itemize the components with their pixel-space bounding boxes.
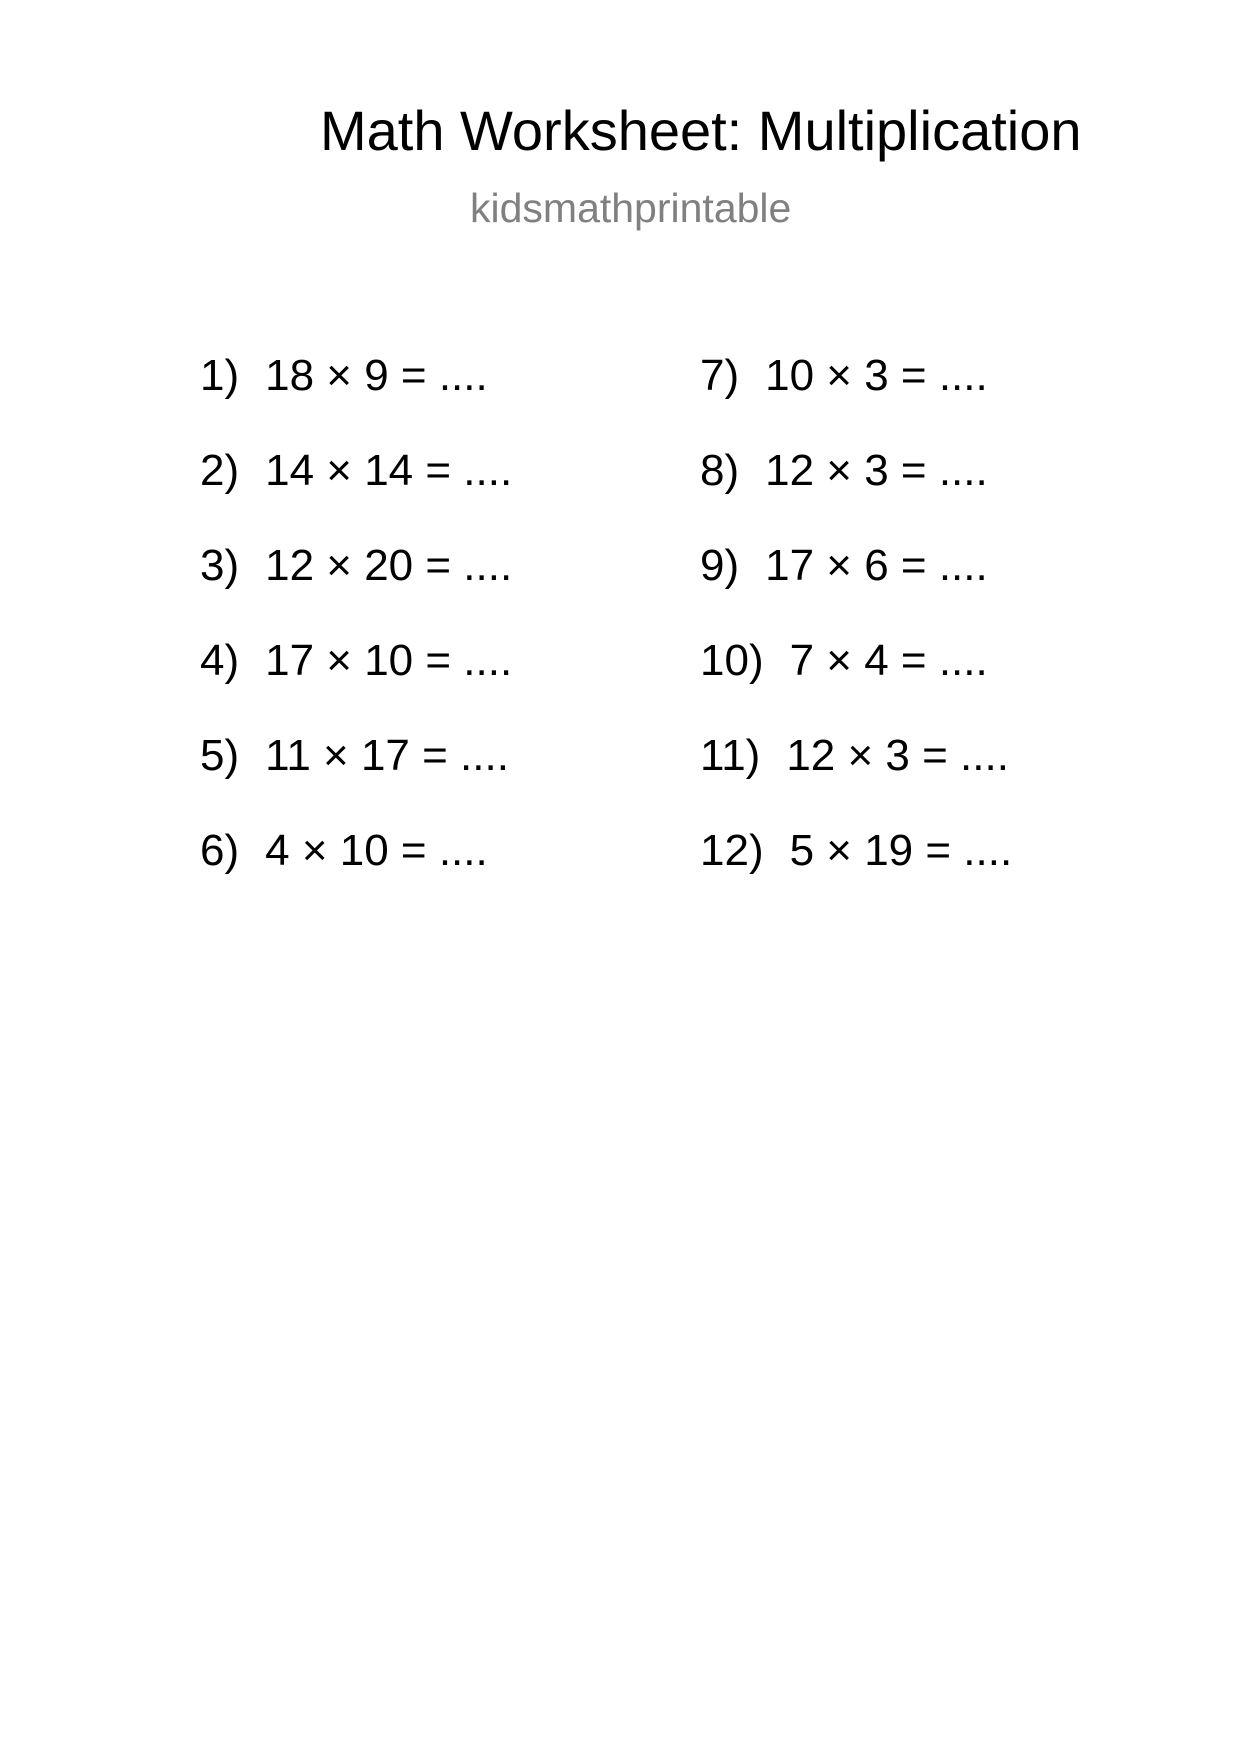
problem-number: 3) <box>200 541 240 590</box>
problem-expression: 14 × 14 = .... <box>265 446 513 495</box>
problem-number: 7) <box>700 351 740 400</box>
problem-item <box>200 350 512 445</box>
problem-item <box>700 540 1012 635</box>
page-subtitle: kidsmathprintable <box>470 185 792 231</box>
problem-number: 10) <box>700 636 764 685</box>
problem-expression: 11 × 17 = .... <box>265 731 509 780</box>
problem-expression: 17 × 10 = .... <box>265 636 513 685</box>
problem-number: 6) <box>200 826 240 875</box>
problem-expression: 4 × 10 = .... <box>265 826 488 875</box>
problem-item <box>700 350 1012 445</box>
problem-expression: 12 × 3 = .... <box>765 446 988 495</box>
problem-column-right <box>700 350 1012 920</box>
problem-item <box>200 825 512 920</box>
problem-number: 5) <box>200 731 240 780</box>
problem-expression: 12 × 20 = .... <box>265 541 513 590</box>
problem-expression: 12 × 3 = .... <box>786 731 1009 780</box>
problem-item <box>700 730 1012 825</box>
page-title: Math Worksheet: Multiplication <box>320 99 1082 162</box>
problem-item <box>700 445 1012 540</box>
problem-item <box>200 635 512 730</box>
problem-number: 9) <box>700 541 740 590</box>
problem-number: 1) <box>200 351 240 400</box>
problem-expression: 17 × 6 = .... <box>765 541 988 590</box>
problem-expression: 18 × 9 = .... <box>265 351 488 400</box>
problem-number: 4) <box>200 636 240 685</box>
problem-expression: 7 × 4 = .... <box>789 636 988 685</box>
problem-number: 8) <box>700 446 740 495</box>
problem-item <box>200 445 512 540</box>
problem-item <box>700 635 1012 730</box>
problem-item <box>700 825 1012 920</box>
problem-column-left <box>200 350 512 920</box>
problem-number: 2) <box>200 446 240 495</box>
problem-item <box>200 540 512 635</box>
problem-item <box>200 730 512 825</box>
problem-expression: 10 × 3 = .... <box>765 351 988 400</box>
problem-number: 12) <box>700 826 764 875</box>
problem-number: 11) <box>700 731 761 780</box>
problem-expression: 5 × 19 = .... <box>789 826 1013 875</box>
